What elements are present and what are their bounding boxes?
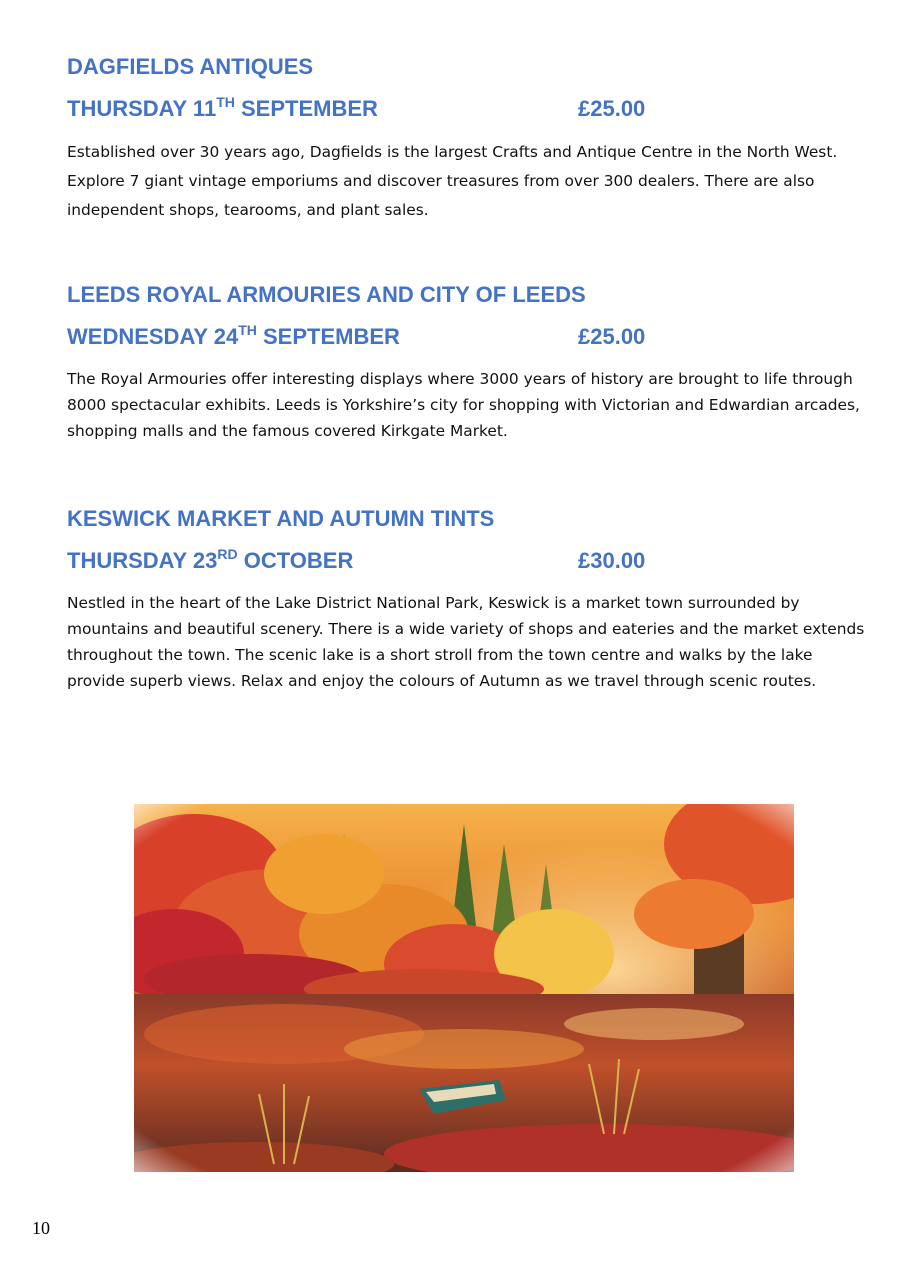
trip-dateline: [67, 548, 867, 574]
trip-description: Established over 30 years ago, Dagfields is the largest Crafts and Antique Centre in the North West. Explore 7 giant vintage emporiums and discover treasures from over 300 dealers. There are also independent shops, tearooms, and plant sales.: [67, 143, 838, 219]
autumn-lake-image: [134, 804, 794, 1172]
trip-price: £25.00: [578, 324, 646, 349]
trip-month: SEPTEMBER: [262, 324, 400, 349]
page-number: 10: [32, 1218, 50, 1238]
trip-day: THURSDAY 23: [67, 548, 218, 573]
trip-dateline: [67, 324, 867, 350]
date-suffix: TH: [216, 94, 235, 110]
trip-title: LEEDS ROYAL ARMOURIES AND CITY OF LEEDS: [67, 282, 586, 307]
date-suffix: TH: [238, 322, 257, 338]
trip-day: THURSDAY 11: [67, 96, 217, 121]
trip-dateline: [67, 96, 867, 122]
trip-price: £25.00: [578, 96, 646, 121]
trip-month: SEPTEMBER: [240, 96, 378, 121]
autumn-lake-illustration: [134, 804, 794, 1172]
trip-day: WEDNESDAY 24: [67, 324, 239, 349]
date-suffix: RD: [217, 546, 238, 562]
trip-leeds: [67, 282, 867, 444]
trip-dagfields: [67, 54, 867, 225]
trip-month: OCTOBER: [243, 548, 354, 573]
trip-description: Nestled in the heart of the Lake District National Park, Keswick is a market town surrounded by mountains and beautiful scenery. There is a wide variety of shops and eateries and the market extends throughout the town. The scenic lake is a short stroll from the town centre and walks by the lake provide superb views. Relax and enjoy the colours of Autumn as we travel through scenic routes.: [67, 594, 865, 690]
trip-title: DAGFIELDS ANTIQUES: [67, 54, 314, 79]
trip-price: £30.00: [578, 548, 646, 573]
trip-title: KESWICK MARKET AND AUTUMN TINTS: [67, 506, 495, 531]
trip-description: The Royal Armouries offer interesting displays where 3000 years of history are brought to life through 8000 spectacular exhibits. Leeds is Yorkshire’s city for shopping with Victorian and Edwardian arcades, shopping malls and the famous covered Kirkgate Market.: [67, 370, 860, 440]
trip-keswick: [67, 506, 867, 694]
